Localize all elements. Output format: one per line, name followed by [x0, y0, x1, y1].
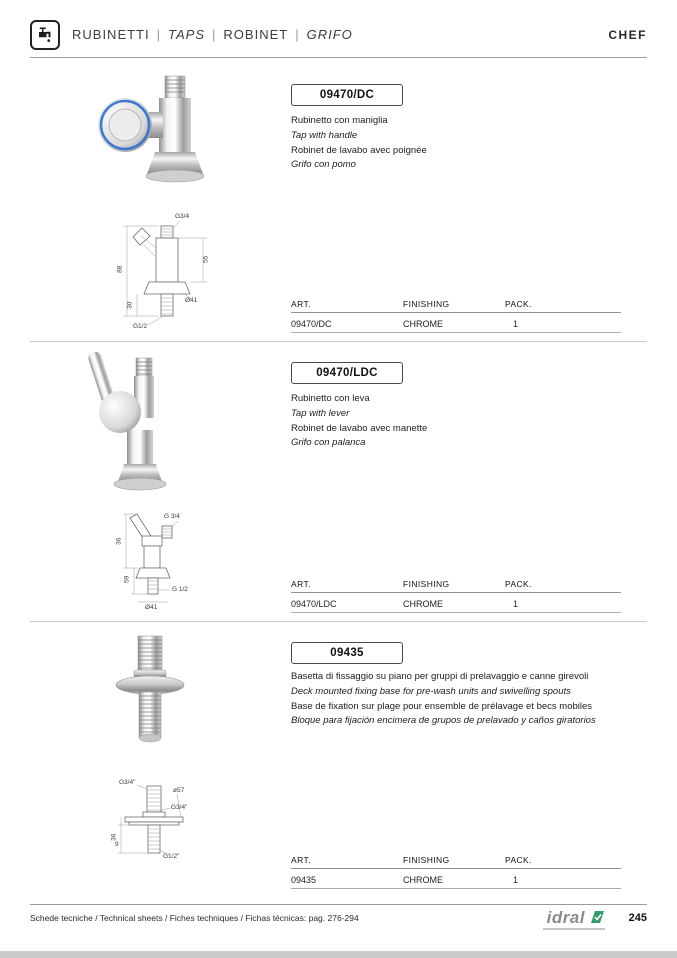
col-header-pack: PACK. — [505, 855, 532, 865]
product-section-09470ldc — [30, 342, 647, 621]
dim-label-bottom-thread: G 1/2 — [172, 586, 188, 593]
description-line-it: Rubinetto con maniglia — [291, 115, 388, 126]
title-part-it: RUBINETTI — [72, 27, 150, 42]
dim-label-base-diameter: Ø41 — [145, 604, 158, 611]
spec-table-header-row — [291, 578, 621, 593]
col-header-art: ART. — [291, 579, 311, 589]
idral-logo-glyph — [588, 910, 605, 929]
page-title — [72, 27, 353, 42]
dim-label-top-thread: G 3/4 — [164, 513, 180, 520]
art-value: 09470/LDC — [291, 599, 337, 609]
col-header-art: ART. — [291, 299, 311, 309]
technical-drawing-09470ldc — [115, 510, 203, 612]
spec-table — [291, 854, 621, 889]
dim-label-top-thread: G3/4" — [119, 779, 136, 786]
pack-value: 1 — [513, 319, 519, 329]
dim-label-rod-height: 36 — [110, 833, 118, 841]
product-photo-tap-with-handle — [85, 72, 220, 212]
page-bottom-edge — [0, 951, 677, 958]
product-code-box — [291, 642, 403, 664]
description-line-en: Tap with lever — [291, 407, 350, 419]
title-separator: | — [212, 27, 217, 42]
idral-logo-text: idral — [546, 908, 585, 927]
description-line-en: Tap with handle — [291, 129, 358, 141]
spec-table-header-row — [291, 298, 621, 313]
col-header-pack: PACK. — [505, 299, 532, 309]
dim-label-flange-height: 9 — [115, 841, 119, 848]
spec-table-header-row — [291, 854, 621, 869]
spec-table-value-row — [291, 593, 621, 613]
tap-icon — [30, 20, 60, 50]
footer-rule — [30, 904, 647, 905]
description-line-en: Deck mounted fixing base for pre-wash units and swivelling spouts — [291, 685, 571, 697]
pack-value: 1 — [513, 875, 519, 885]
finishing-value: CHROME — [403, 319, 443, 329]
dim-label-height-body: 55 — [202, 255, 210, 263]
col-header-art: ART. — [291, 855, 311, 865]
title-part-es: GRIFO — [306, 27, 353, 42]
title-part-fr: ROBINET — [223, 27, 289, 42]
product-code: 09435 — [330, 647, 364, 659]
technical-drawing-09470dc — [115, 214, 215, 332]
art-value: 09470/DC — [291, 319, 332, 329]
dim-label-base-diameter: Ø41 — [185, 297, 198, 304]
product-descriptions — [291, 114, 427, 173]
product-descriptions — [291, 392, 427, 451]
finishing-value: CHROME — [403, 599, 443, 609]
collection-name: CHEF — [608, 28, 647, 42]
description-line-it: Rubinetto con leva — [291, 393, 370, 404]
product-section-09470dc — [30, 62, 647, 341]
description-line-fr: Robinet de lavabo avec manette — [291, 422, 428, 434]
product-code-box — [291, 362, 403, 384]
title-part-en: TAPS — [168, 27, 206, 42]
product-code: 09470/DC — [319, 89, 375, 101]
product-code-box — [291, 84, 403, 106]
page-number: 245 — [628, 912, 647, 924]
dim-label-height-base: 30 — [126, 301, 134, 309]
col-header-finishing: FINISHING — [403, 579, 450, 589]
title-separator: | — [156, 27, 162, 42]
spec-table — [291, 298, 621, 333]
idral-logo — [547, 908, 605, 929]
dim-label-bottom-thread: G1/2 — [133, 323, 148, 330]
dim-label-height-lever: 36 — [115, 537, 123, 545]
art-value: 09435 — [291, 875, 317, 885]
spec-table-value-row — [291, 869, 621, 889]
dim-label-top-thread: G3/4 — [175, 213, 190, 220]
description-line-fr: Base de fixation sur plage pour ensemble de prélavage et becs mobiles — [291, 700, 593, 712]
description-line-es: Grifo con palanca — [291, 437, 366, 449]
col-header-pack: PACK. — [505, 579, 532, 589]
technical-drawing-09435 — [110, 779, 197, 866]
finishing-value: CHROME — [403, 875, 443, 885]
product-section-09435 — [30, 622, 647, 904]
description-line-es: Bloque para fijación encimera de grupos de prelavado y caños giratorios — [291, 715, 596, 727]
product-code: 09470/LDC — [316, 367, 378, 379]
footer-note: Schede tecniche / Technical sheets / Fiches techniques / Fichas técnicas: pag. 276-294 — [30, 913, 359, 923]
description-line-it: Basetta di fissaggio su piano per gruppi di prelavaggio e canne girevoli — [291, 671, 589, 682]
dim-label-height-body: 59 — [123, 575, 131, 583]
dim-label-height-total: 88 — [116, 265, 124, 273]
dim-label-mid-thread: G3/4" — [171, 804, 188, 811]
col-header-finishing: FINISHING — [403, 855, 450, 865]
logo-tagline — [543, 928, 605, 930]
description-line-es: Grifo con pomo — [291, 159, 356, 171]
description-line-fr: Robinet de lavabo avec poignée — [291, 144, 427, 156]
dim-label-flange-diameter: ø57 — [173, 787, 185, 794]
header-rule — [30, 57, 647, 58]
pack-value: 1 — [513, 599, 519, 609]
title-separator: | — [295, 27, 300, 42]
spec-table — [291, 578, 621, 613]
product-photo-tap-with-lever — [72, 350, 192, 505]
col-header-finishing: FINISHING — [403, 299, 450, 309]
dim-label-bottom-thread: G1/2" — [163, 853, 180, 860]
product-descriptions — [291, 670, 596, 729]
spec-table-value-row — [291, 313, 621, 333]
page-header — [30, 18, 647, 58]
product-photo-fixing-base — [102, 634, 197, 754]
